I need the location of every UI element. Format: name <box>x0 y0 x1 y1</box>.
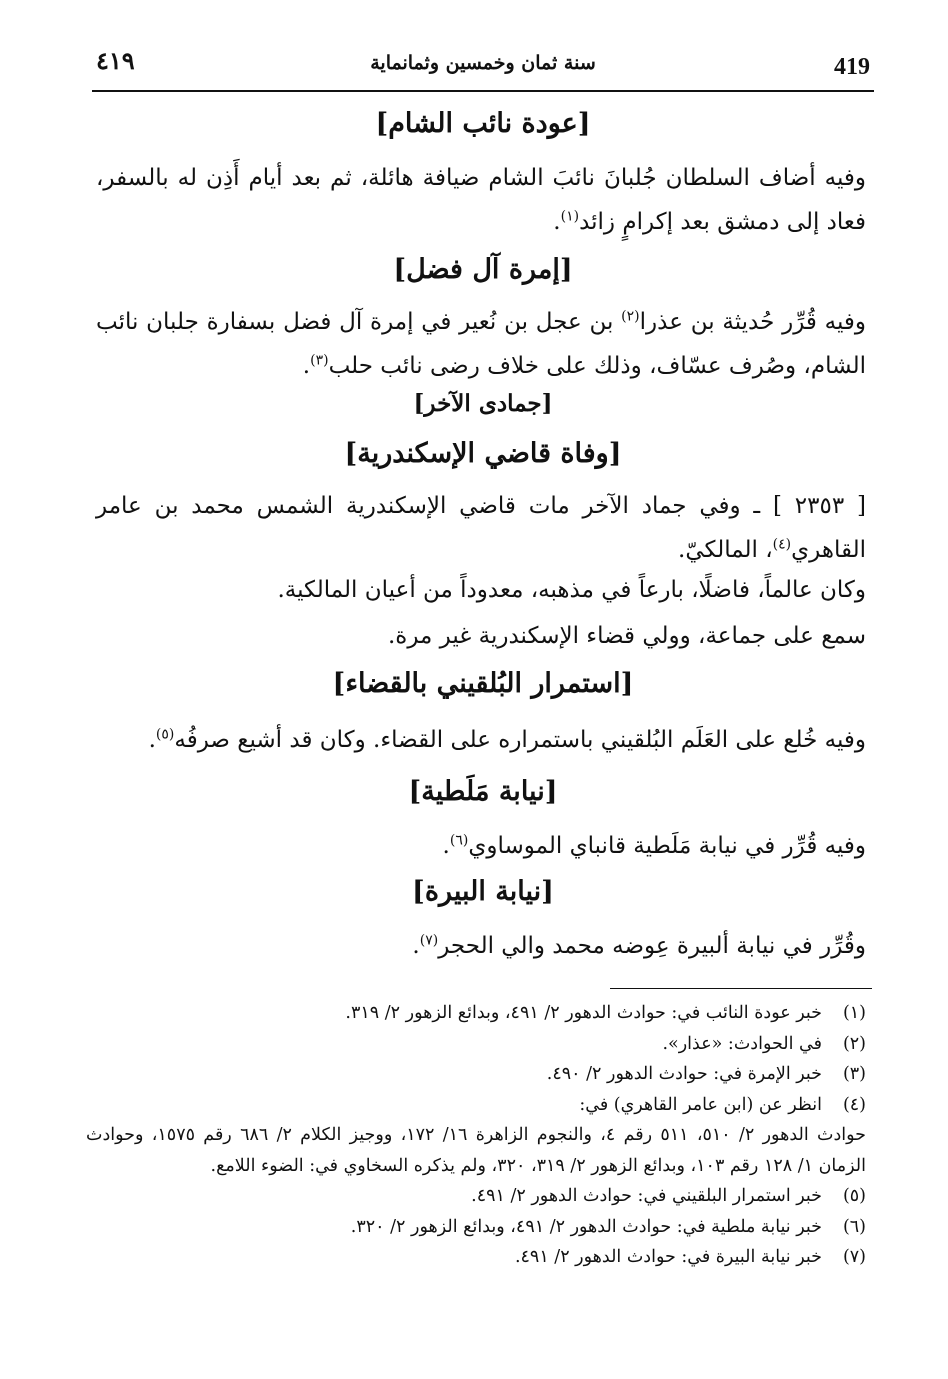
paragraph-text: وفيه قُرِّر في نيابة مَلَطية قانباي الموساوي <box>468 833 866 859</box>
footnote-4-continuation: حوادث الدهور ٢/ ٥١٠، ٥١١ رقم ٤، والنجوم الزاهرة ١٦/ ١٧٢، ووجيز الكلام ٢/ ٦٨٦ رقم ١٥٧٥، وحوادث الزمان ١/ ١٢٨ رقم ١٠٣، وبدائع الزهور ٢/ ٣١٩، ٣٢٠، ولم يذكره السخاوي في: الضوء اللامع. <box>86 1125 866 1176</box>
period: . <box>412 933 420 959</box>
footnote-number: (٥) <box>842 1186 866 1206</box>
footnote-number: (٦) <box>842 1216 866 1237</box>
footnote-text: خبر استمرار البلقيني في: حوادث الدهور ٢/ ٤٩١. <box>471 1186 822 1206</box>
paragraph-text: [ ٢٣٥٣ ] ـ وفي جماد الآخر مات قاضي الإسكندرية الشمس محمد بن عامر القاهري <box>96 493 866 563</box>
section-heading-return-governor: [عودة نائب الشام] <box>375 108 591 139</box>
paragraph-text: وفيه خُلع على العَلَم البُلقيني باستمراره على القضاء. وكان قد أشيع صرفُه <box>174 727 866 753</box>
footnote-text: في الحوادث: «عذار». <box>662 1033 822 1054</box>
paragraph-malatya <box>96 824 866 868</box>
paragraph-line: سمع على جماعة، وولي قضاء الإسكندرية غير مرة. <box>387 623 866 649</box>
paragraph-text: وقُرِّر في نيابة ألبيرة عِوضه محمد والي الحجر <box>438 933 866 959</box>
running-title: سنة ثمان وخمسين وثمانماية <box>370 52 596 74</box>
footnote-text: خبر نيابة البيرة في: حوادث الدهور ٢/ ٤٩١. <box>514 1247 822 1267</box>
section-heading-emirate-al-fadl: [إمرة آل فضل] <box>393 254 573 285</box>
footnote-ref: (٤) <box>772 536 792 553</box>
paragraph-text: وفيه قُرِّر حُديثة بن عذرا <box>639 309 867 335</box>
footnote-5 <box>86 1181 866 1212</box>
footnote-text: خبر الإمرة في: حوادث الدهور ٢/ ٤٩٠. <box>546 1064 822 1084</box>
paragraph-line: وكان عالماً، فاضلًا، بارعاً في مذهبه، معدوداً من أعيان المالكية. <box>277 577 866 603</box>
footnote-7 <box>86 1242 866 1273</box>
footnote-number: (٤) <box>842 1094 866 1115</box>
footnote-6 <box>86 1212 866 1243</box>
footnote-number: (٣) <box>842 1064 866 1084</box>
paragraph-bulqini <box>96 718 866 762</box>
paragraph-text: بن عجل بن نُعير في إمرة آل فضل بسفارة جلبان نائب الشام، وصُرف عسّاف، وذلك على خلاف رضى نائب حلب <box>96 309 866 379</box>
footnote-number: (٧) <box>842 1247 866 1267</box>
footnotes <box>86 998 866 1273</box>
paragraph-bira <box>96 924 866 968</box>
footnote-3 <box>86 1059 866 1090</box>
footnote-2 <box>86 1029 866 1060</box>
section-heading-bira: [نيابة البيرة] <box>412 876 554 907</box>
footnote-text: خبر عودة النائب في: حوادث الدهور ٢/ ٤٩١، وبدائع الزهور ٢/ ٣١٩. <box>345 1003 822 1023</box>
month-heading: [جمادى الآخر] <box>413 390 553 417</box>
period: . <box>148 727 156 753</box>
footnote-text: انظر عن (ابن عامر القاهري) في: <box>579 1094 822 1115</box>
section-heading-death-alexandria-judge: [وفاة قاضي الإسكندرية] <box>344 438 622 469</box>
period: . <box>302 353 311 379</box>
page-number-arabic: ٤١٩ <box>96 46 135 75</box>
period: . <box>553 209 561 235</box>
period: . <box>442 833 450 859</box>
footnote-text: خبر نيابة ملطية في: حوادث الدهور ٢/ ٤٩١، وبدائع الزهور ٢/ ٣٢٠. <box>350 1216 822 1237</box>
footnote-ref: (٦) <box>449 832 469 849</box>
footnote-ref: (٥) <box>155 726 175 743</box>
paragraph-death-alexandria-judge <box>96 484 866 572</box>
paragraph-return-governor <box>96 156 866 244</box>
footnote-ref: (٢) <box>621 308 640 325</box>
paragraph-emirate-al-fadl <box>96 300 866 388</box>
footnote-ref: (٣) <box>310 352 329 369</box>
section-heading-malatya: [نيابة مَلَطية] <box>408 776 558 807</box>
paragraph-text: ، المالكيّ. <box>678 537 773 563</box>
page-number-latin: 419 <box>834 54 870 80</box>
footnote-number: (٢) <box>842 1033 866 1054</box>
footnote-number: (١) <box>842 1003 866 1023</box>
footnote-ref: (١) <box>560 208 580 225</box>
footnote-ref: (٧) <box>419 932 439 949</box>
footnote-separator <box>610 988 872 989</box>
page-header <box>92 38 874 92</box>
footnote-4 <box>86 1090 866 1121</box>
section-heading-bulqini: [استمرار البُلقيني بالقضاء] <box>332 668 634 699</box>
footnote-1 <box>86 998 866 1029</box>
paragraph-text: وفيه أضاف السلطان جُلبانَ نائبَ الشام ضيافة هائلة، ثم بعد أيام أَذِن له بالسفر، فعاد إلى دمشق بعد إكرامٍ زائد <box>96 165 866 235</box>
